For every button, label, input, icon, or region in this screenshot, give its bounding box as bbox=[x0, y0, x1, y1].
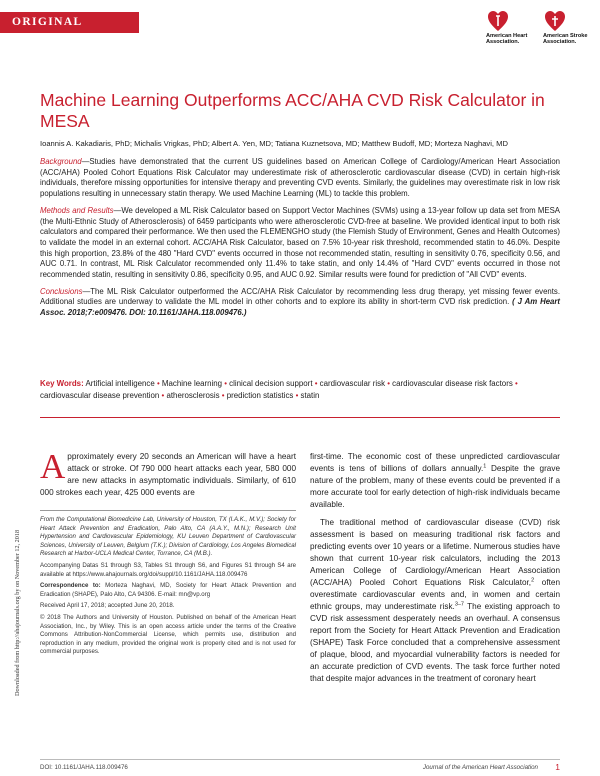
background-text: —Studies have demonstrated that the current US guidelines based on American College of Cardiology/American Heart Association (ACC/AHA) Pooled Cohort Equations Risk Calculator may underestimate risk of atherosclerotic cardiovascular disease (CVD) in certain high-risk individuals, therefore missing opportunities for intensive therapy and preventing CVD events. Similarly, the guidelines may overestimate risk in low risk populations resulting in unnecessary statin therapy. We used Machine Learning (ML) to tackle this problem. bbox=[40, 157, 560, 199]
methods-label: Methods and Results bbox=[40, 205, 114, 215]
keyword-separator: • bbox=[385, 379, 393, 388]
affiliations: From the Computational Biomedicine Lab, University of Houston, TX (I.A.K., M.V.); Society for Heart Attack Prevention and Eradication, Palo Alto, CA (A.A.Y., M.N.); Research Unit Hypertension and Cardiovascular Epidemiology, KU Leuven Department of Cardiovascular Sciences, University of Leuven, Belgium (T.K.); Division of Cardiology, Los Angeles Biomedical Research at Harbor-UCLA Medical Center, Torrance, CA (M.B.). bbox=[40, 516, 296, 558]
body-column-right bbox=[310, 451, 560, 685]
footer-journal: Journal of the American Heart Association bbox=[422, 764, 538, 771]
keyword: clinical decision support bbox=[229, 379, 313, 388]
body-text: Despite the grave nature of the problem, many of these events could be prevented if a more accurate tool for early detection of high-risk individuals became available. bbox=[310, 464, 560, 509]
keyword: cardiovascular risk bbox=[319, 379, 386, 388]
page-number: 1 bbox=[555, 762, 560, 772]
conclusions-text: —The ML Risk Calculator outperformed the ACC/AHA Risk Calculator by recommending less drug therapy, yet missing fewer events. Additional studies are underway to validate the ML model in other cohorts and to explore its ability in short-term CVD risk prediction. bbox=[40, 286, 560, 307]
keyword: cardiovascular disease risk factors bbox=[392, 379, 513, 388]
author-list: Ioannis A. Kakadiaris, PhD; Michalis Vrigkas, PhD; Albert A. Yen, MD; Tatiana Kuznetsova, MD; Matthew Budoff, MD; Morteza Naghavi, MD bbox=[40, 139, 508, 148]
keywords bbox=[40, 378, 560, 401]
footer-divider bbox=[40, 759, 560, 760]
keyword-separator: • bbox=[293, 390, 301, 400]
methods-text: —We developed a ML Risk Calculator based on Support Vector Machines (SVMs) using a 13-year follow up data set from MESA (the Multi-Ethnic Study of Atherosclerosis) of 6459 participants who were atherosclerotic CVD-free at baseline. We provided identical input to both risk calculators and compared their performance. We then used the FLEMENGHO study (the Flemish Study of Environment, Genes and Health Outcomes) to validate the model in an external cohort. ACC/AHA Risk Calculator, based on 7.5% 10-year risk threshold, recommended statin to 46.0%. Despite this high proportion, 23.8% of the 480 "Hard CVD" events occurred in those not recommended statin, resulting in sensitivity 0.76, specificity 0.56, and AUC 0.71. In contrast, ML Risk Calculator recommended only 11.4% to take statin, and only 14.4% of "Hard CVD" events occurred in those not recommended statin, resulting in sensitivity 0.86, specificity 0.95, and AUC 0.92. Similar results were found for prediction of "All CVD" events. bbox=[40, 205, 560, 280]
keyword-separator: • bbox=[159, 390, 167, 400]
received-dates: Received April 17, 2018; accepted June 20, 2018. bbox=[40, 602, 175, 610]
body-column-left bbox=[40, 447, 296, 499]
abstract-divider bbox=[40, 417, 560, 418]
aha-logos bbox=[486, 10, 594, 50]
article-title: Machine Learning Outperforms ACC/AHA CVD Risk Calculator in MESA bbox=[40, 90, 545, 131]
keyword-separator: • bbox=[222, 379, 230, 388]
body-text: The existing approach to CVD risk assessment desperately needs an overhaul. A consensus report from the Society for Heart Attack Prevention and Eradication (SHAPE) Task Force concluded that a comprehensive assessment of plaque, blood, and myocardial vulnerability factors is needed for an accurate prediction of CVD events. The task force further noted that despite major advances in the treatment of coronary heart bbox=[310, 602, 560, 683]
aha-logo bbox=[486, 10, 536, 45]
keywords-list bbox=[40, 379, 518, 400]
keyword: prediction statistics bbox=[226, 390, 294, 400]
conclusions-label: Conclusions bbox=[40, 286, 83, 296]
reference-link[interactable]: 3–7 bbox=[454, 601, 464, 608]
keyword: atherosclerosis bbox=[166, 390, 220, 400]
keyword-separator: • bbox=[512, 379, 518, 388]
drop-cap: A bbox=[40, 447, 66, 486]
keyword: Artificial intelligence bbox=[85, 379, 155, 388]
download-watermark: Downloaded from http://ahajournals.org by on November 12, 2018 bbox=[14, 529, 21, 696]
reference-link[interactable]: 2 bbox=[531, 577, 535, 584]
correspondence-label: Correspondence to: bbox=[40, 582, 101, 590]
reference-link[interactable]: 1 bbox=[483, 463, 487, 470]
keyword-separator: • bbox=[219, 390, 227, 400]
body-text: often overestimate cardiovascular events and, in women and certain ethnic groups, may underestimate risk. bbox=[310, 578, 560, 611]
article-notes bbox=[40, 516, 296, 660]
body-paragraph bbox=[310, 517, 560, 685]
aha-logo-text: American Heart Association. bbox=[486, 33, 528, 46]
asa-logo bbox=[543, 10, 593, 45]
footer-doi: DOI: 10.1161/JAHA.118.009476 bbox=[40, 764, 128, 771]
abstract bbox=[40, 157, 560, 325]
background-label: Background bbox=[40, 157, 82, 166]
supplement-note: Accompanying Datas S1 through S3, Tables S1 through S6, and Figures S1 through S4 are available at https://www.ahajournals.org/doi/suppl/10.1161/JAHA.118.009476 bbox=[40, 561, 296, 578]
keyword-separator: • bbox=[312, 379, 320, 388]
keyword-separator: • bbox=[154, 379, 162, 388]
footnote-divider bbox=[40, 510, 296, 511]
correspondence-text: Morteza Naghavi, MD, Society for Heart Attack Prevention and Eradication (SHAPE), Palo Alto, CA 94306. E-mail: mn@vp.org bbox=[40, 582, 296, 598]
body-text: The traditional method of cardiovascular disease (CVD) risk assessment is based on measuring traditional risk factors and predicting events over 10 years or a lifetime. Numerous studies have shown that current 10-year risk calculators, including the 2013 American College of Cardiology/American Heart Association (ACC/AHA) Pooled Cohort Equations Risk Calculator, bbox=[310, 518, 560, 587]
abstract-methods bbox=[40, 206, 560, 281]
keyword: statin bbox=[300, 390, 320, 400]
keywords-label: Key Words: bbox=[40, 379, 84, 388]
section-banner: ORIGINAL RESEARCH bbox=[0, 12, 139, 33]
copyright-notice: © 2018 The Authors and University of Houston. Published on behalf of the American Heart Association, Inc., by Wiley. This is an open access article under the terms of the Creative Commons Attribution-NonCommercial License, which permits use, distribution and reproduction in any medium, provided the original work is properly cited and is not used for commercial purposes. bbox=[40, 613, 296, 656]
body-text: first-time. The economic cost of these unpredicted cardiovascular events is tens of billions of dollars annually. bbox=[310, 452, 560, 473]
journal-citation: ( J Am Heart Assoc. 2018;7:e009476. DOI: 10.1161/JAHA.118.009476.) bbox=[40, 297, 561, 318]
stroke-torch-icon bbox=[545, 10, 565, 32]
keyword: Machine learning bbox=[161, 379, 223, 388]
heart-torch-icon bbox=[488, 10, 508, 32]
abstract-conclusions bbox=[40, 287, 560, 319]
keyword: cardiovascular disease prevention bbox=[40, 390, 160, 400]
correspondence bbox=[40, 582, 296, 599]
body-paragraph bbox=[310, 451, 560, 511]
asa-logo-text: American Stroke Association. bbox=[543, 33, 588, 46]
intro-text: pproximately every 20 seconds an American will have a heart attack or stroke. Of 790 000 heart attacks each year, 580 000 are new attacks in asymptomatic individuals. Similarly, of 610 000 strokes each year, 425 000 events are bbox=[40, 452, 296, 497]
abstract-background bbox=[40, 157, 560, 200]
